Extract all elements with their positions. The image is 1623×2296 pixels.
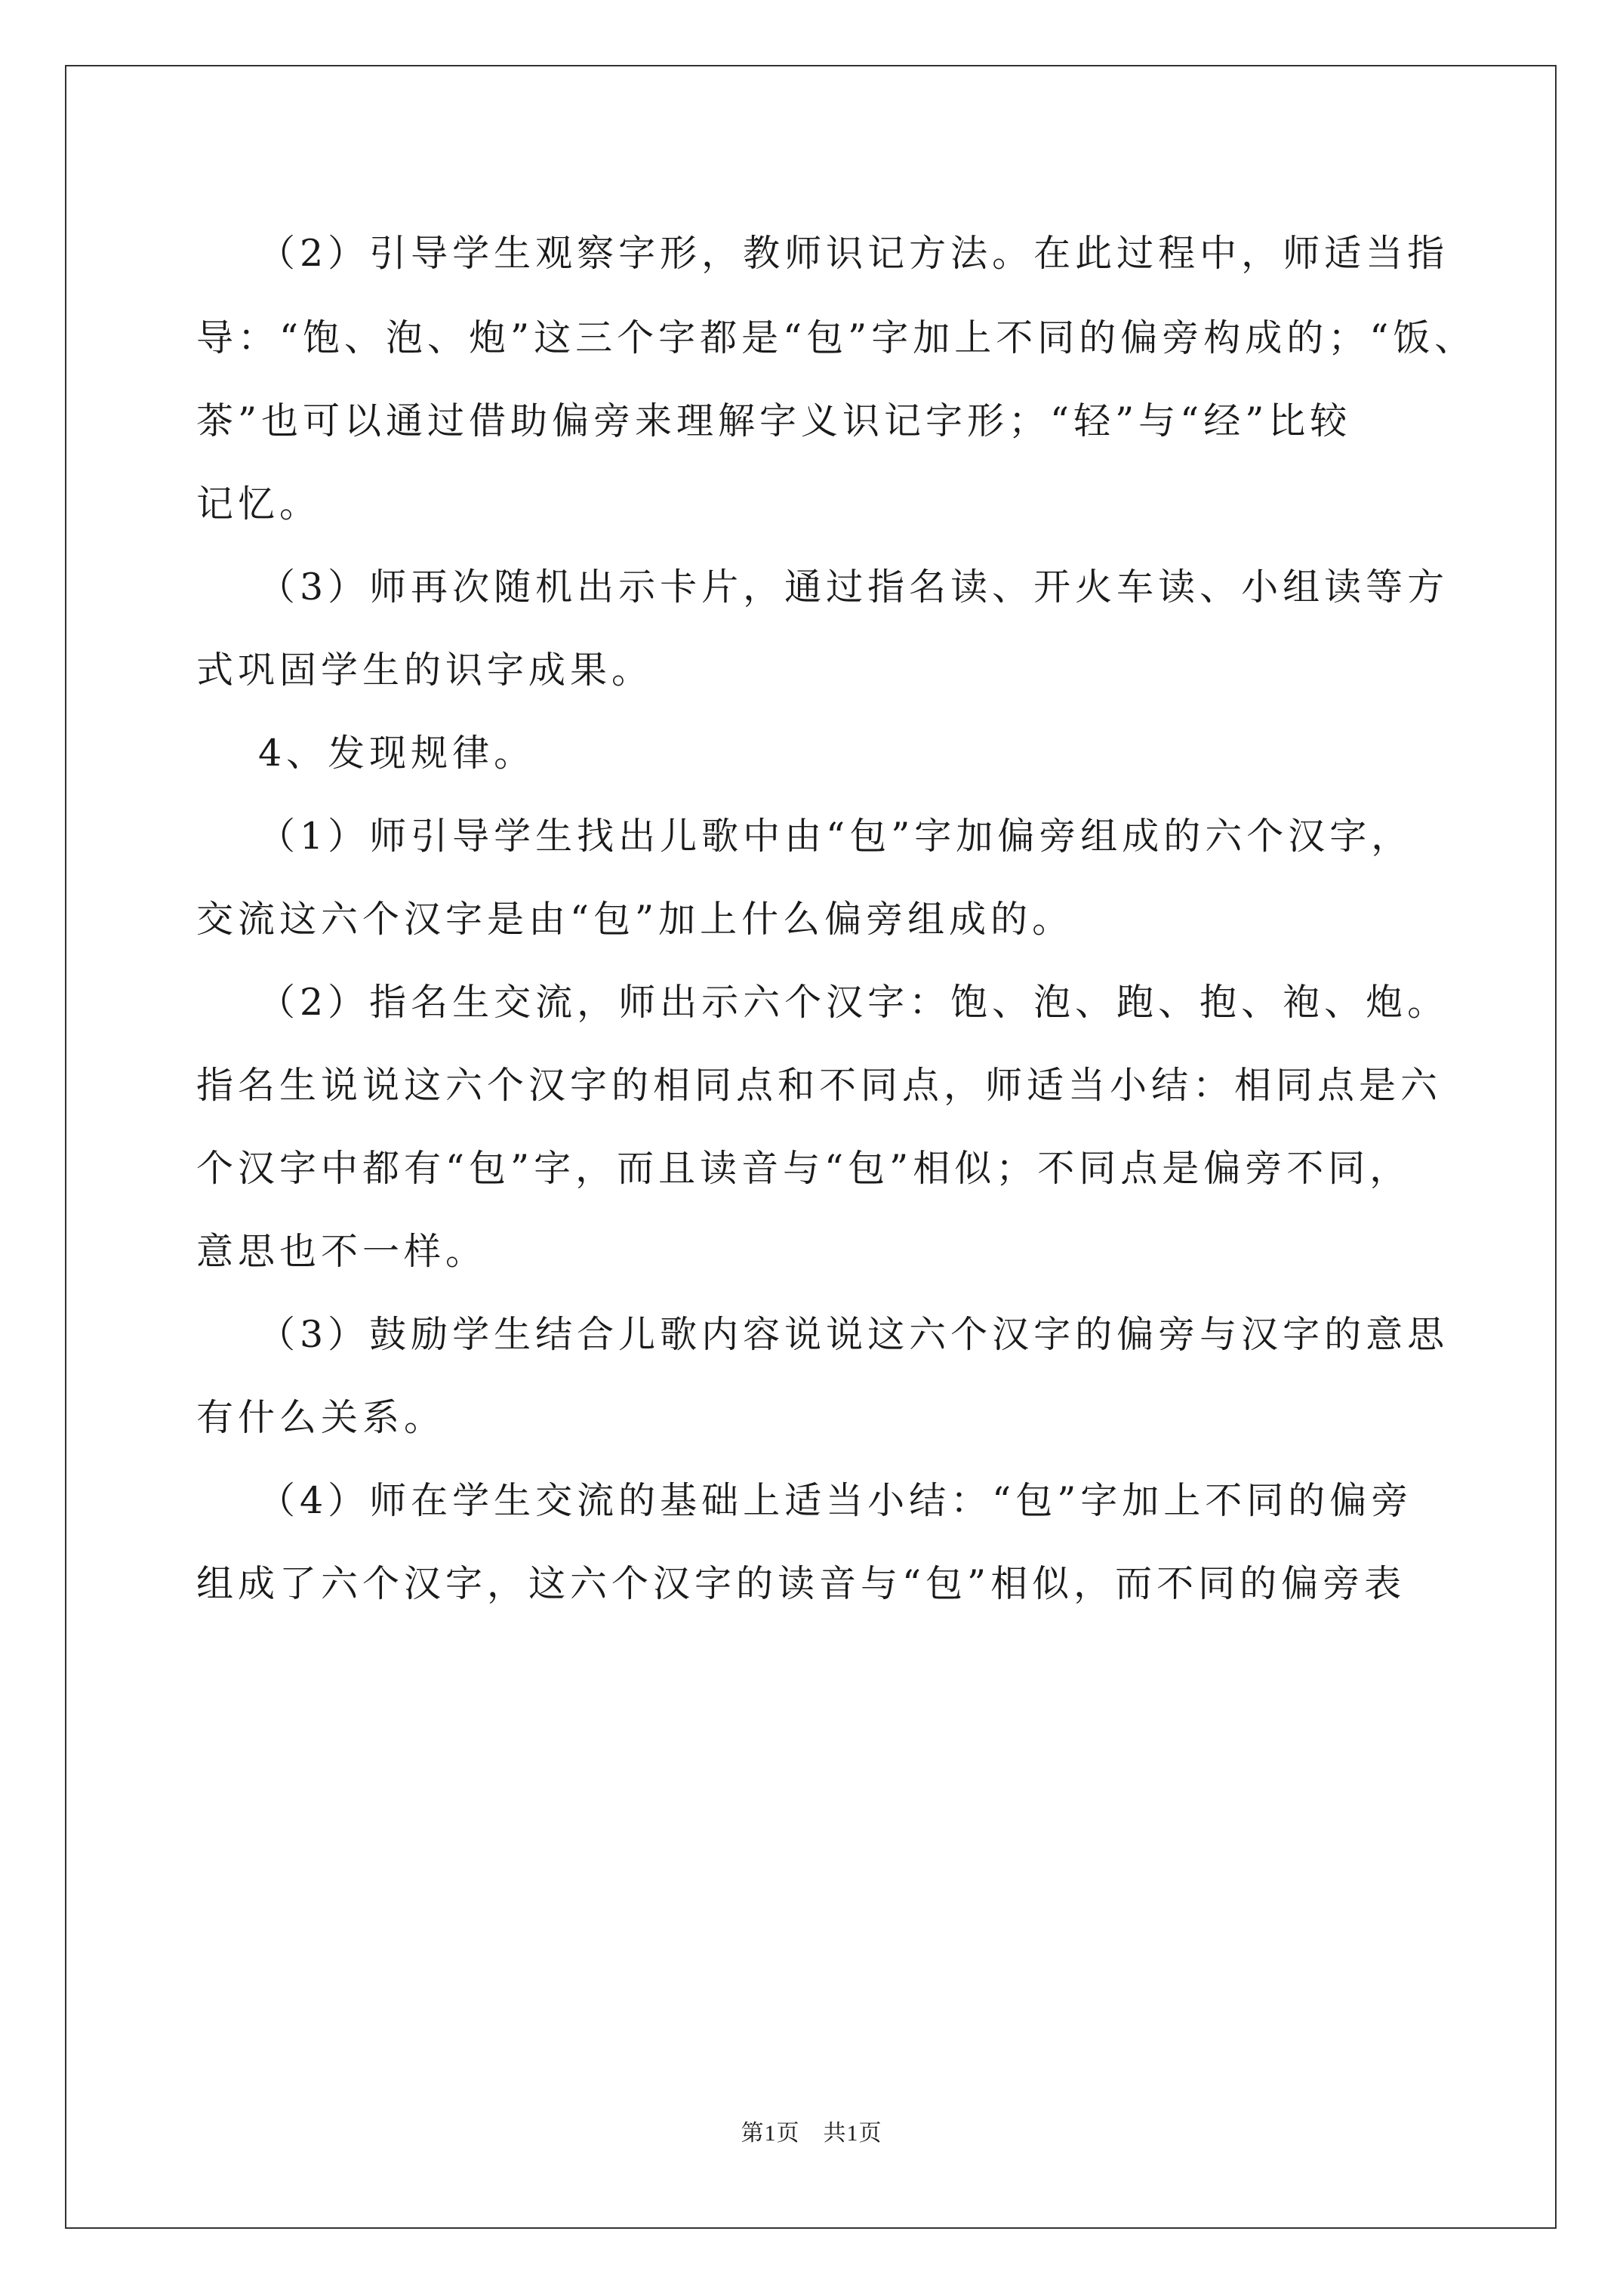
text-line: （3）师再次随机出示卡片，通过指名读、开火车读、小组读等方 — [258, 566, 1449, 609]
text-line: 式巩固学生的识字成果。 — [196, 649, 654, 692]
text-line: （1）师引导学生找出儿歌中由“包”字加偏旁组成的六个汉字， — [258, 815, 1413, 858]
page-footer: 第1页 共1页 — [741, 2121, 882, 2146]
text-line: （2）指名生交流，师出示六个汉字：饱、泡、跑、抱、袍、炮。 — [258, 981, 1449, 1024]
text-line: 有什么关系。 — [196, 1396, 446, 1439]
text-line: 交流这六个汉字是由“包”加上什么偏旁组成的。 — [196, 898, 1074, 941]
text-line: 记忆。 — [196, 482, 322, 525]
text-line: 个汉字中都有“包”字，而且读音与“包”相似；不同点是偏旁不同， — [196, 1147, 1412, 1190]
text-line: 导：“饱、泡、炮”这三个字都是“包”字加上不同的偏旁构成的；“饭、 — [196, 316, 1477, 359]
text-line: 茶”也可以通过借助偏旁来理解字义识记字形；“轻”与“经”比较 — [196, 399, 1352, 442]
text-line: （4）师在学生交流的基础上适当小结：“包”字加上不同的偏旁 — [258, 1479, 1413, 1522]
text-line: 意思也不一样。 — [196, 1230, 488, 1273]
text-line: （3）鼓励学生结合儿歌内容说说这六个汉字的偏旁与汉字的意思 — [258, 1313, 1449, 1356]
text-line: 组成了六个汉字，这六个汉字的读音与“包”相似，而不同的偏旁表 — [196, 1562, 1406, 1605]
section-heading: 4、发现规律。 — [258, 732, 536, 775]
text-line: （2）引导学生观察字形，教师识记方法。在此过程中，师适当指 — [258, 232, 1449, 275]
text-line: 指名生说说这六个汉字的相同点和不同点，师适当小结：相同点是六 — [196, 1064, 1443, 1107]
